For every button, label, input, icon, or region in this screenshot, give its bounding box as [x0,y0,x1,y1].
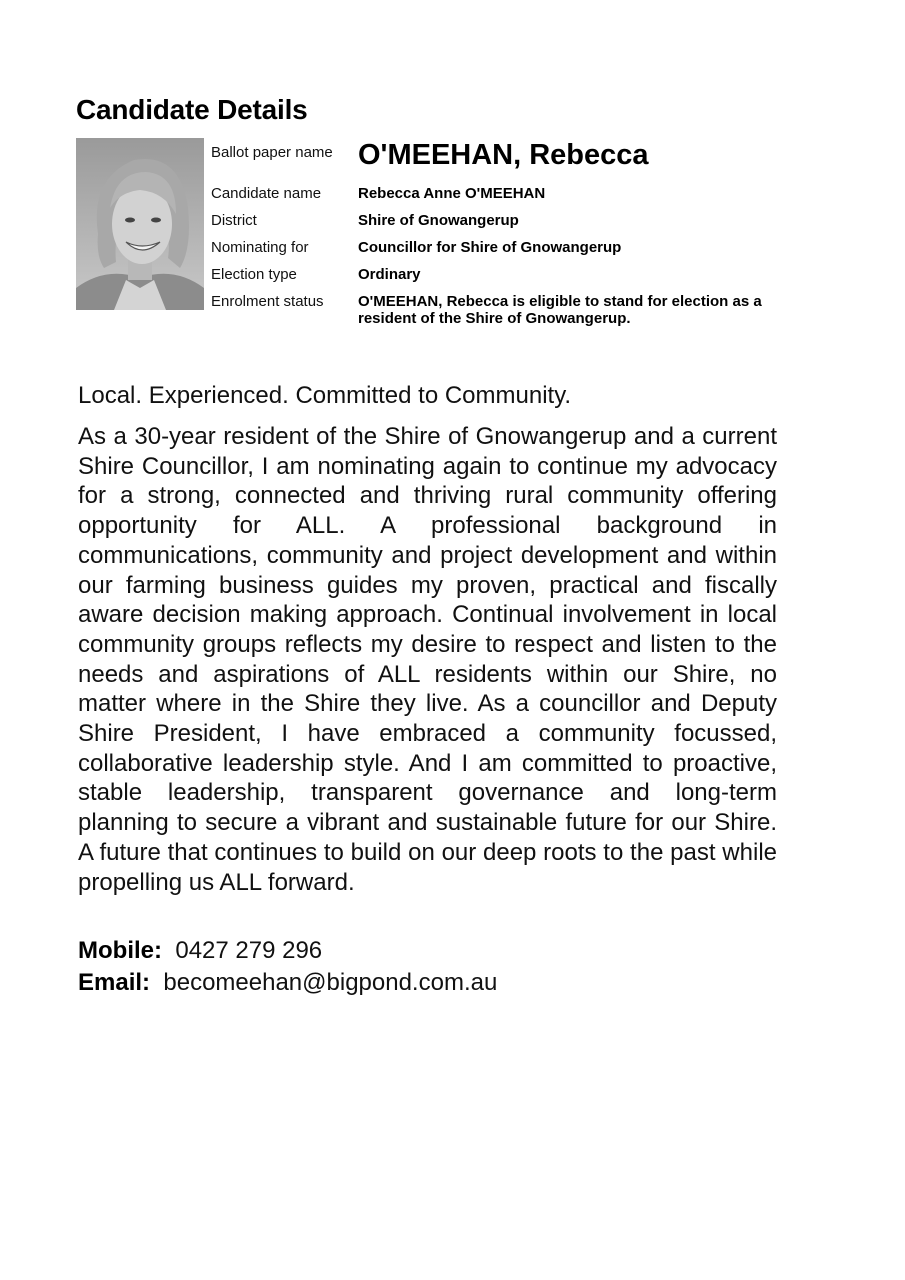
detail-row-nominating-for [211,239,801,266]
detail-label: Election type [211,266,297,283]
candidate-statement: As a 30-year resident of the Shire of Gnowangerup and a current Shire Councillor, I am nominating again to continue my advocacy for a strong, connected and thriving rural community offering opportunity for ALL. A professional background in communications, community and project development and within our farming business guides my proven, practical and fiscally aware decision making approach. Continual involvement in local community groups reflects my desire to respect and listen to the needs and aspirations of ALL residents within our Shire, no matter where in the Shire they live. As a councillor and Deputy Shire President, I have embraced a community focussed, collaborative leadership style. And I am committed to proactive, stable leadership, transparent governance and long-term planning to secure a vibrant and sustainable future for our Shire. A future that continues to build on our deep roots to the past while propelling us ALL forward. [78,423,777,896]
mobile-label: Mobile: [78,937,162,964]
email-label: Email: [78,969,151,996]
detail-label: Candidate name [211,185,322,202]
candidate-details-table [211,138,801,327]
mobile-number: 0427 279 296 [175,937,323,964]
detail-row-candidate-name [211,185,801,212]
detail-row-ballot-paper-name [211,138,801,182]
detail-label: Nominating for [211,239,309,256]
detail-label: District [211,212,257,229]
email-address: becomeehan@bigpond.com.au [163,969,498,996]
nominating-for: Councillor for Shire of Gnowangerup [358,239,622,256]
detail-row-district [211,212,801,239]
candidate-name: Rebecca Anne O'MEEHAN [358,185,546,202]
ballot-paper-name: O'MEEHAN, Rebecca [358,139,649,171]
statement-tagline: Local. Experienced. Committed to Community. [78,382,572,409]
district: Shire of Gnowangerup [358,212,519,229]
portrait-icon [76,138,204,310]
page-title: Candidate Details [76,94,308,125]
detail-label: Ballot paper name [211,144,333,161]
candidate-photo [76,138,204,310]
election-type: Ordinary [358,266,421,283]
detail-label: Enrolment status [211,293,324,310]
enrolment-status: O'MEEHAN, Rebecca is eligible to stand for election as a resident of the Shire of Gnowangerup. [358,293,762,327]
detail-row-election-type [211,266,801,293]
contact-mobile [78,936,322,966]
contact-email [78,968,497,998]
detail-row-enrolment-status [211,293,801,327]
